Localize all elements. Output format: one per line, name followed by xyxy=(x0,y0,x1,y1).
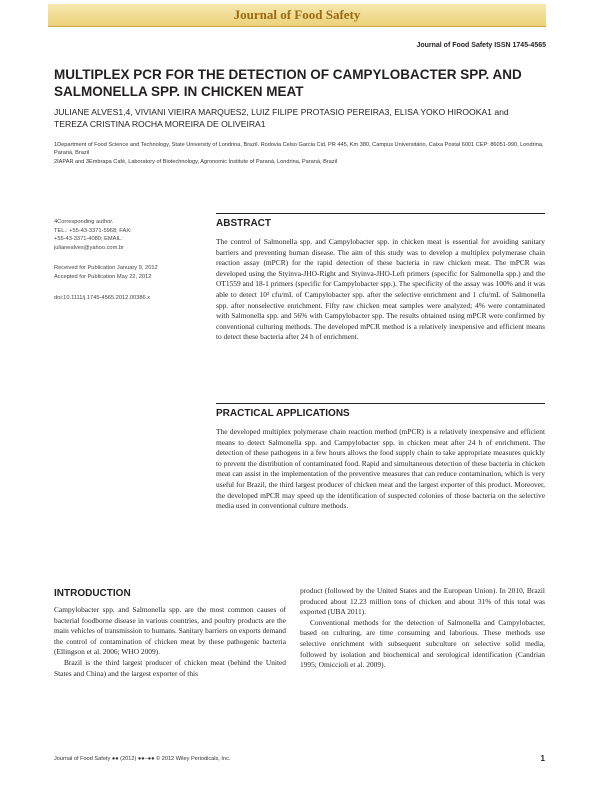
affiliations xyxy=(54,141,544,166)
intro-column-right xyxy=(300,586,545,671)
corresponding-fax: +55-43-3371-4080; EMAIL: xyxy=(54,236,123,243)
intro-paragraph-4: Conventional methods for the detection of Salmonella and Campylobacter, based on culturing, are time consuming and laborious. These methods use selective enrichment with subsequent subculture on selective solid media, followed by isolation and biochemical and serological identification (Candrian 1995; Omiccioli et al. 2009). xyxy=(300,617,545,670)
introduction-heading: INTRODUCTION xyxy=(54,588,131,599)
journal-banner xyxy=(48,4,546,27)
abstract-heading: ABSTRACT xyxy=(216,218,271,229)
intro-paragraph-3: product (followed by the United States and the European Union). In 2010, Brazil produced about 12.23 million tons of chicken and about 31% of this total was exported (UBA 2011). xyxy=(300,586,545,617)
article-info-sidebar xyxy=(54,218,204,302)
abstract-text: The control of Salmonella spp. and Campylobacter spp. in chicken meat is essential for avoiding sanitary barriers and preventing human disease. The aim of this study was to develop a multiplex polymerase chain reaction assay (mPCR) for the rapid detection of these bacteria in raw chicken meat. The mPCR was developed using the Styinva-JHO-Right and Styinva-JHO-Left primers (specific for Salmonella spp.) and the OT1559 and 18-1 primers (specific for Campylobacter spp.). The specificity of the assay was 100% and it was able to detect 10² cfu/mL of Campylobacter spp. after the selective enrichment and 1 cfu/mL of Salmonella spp. after nonselective enrichment. Fifty raw chicken meat samples were analyzed; 4% were contaminated with Salmonella spp. and 56% with Campylobacter spp. The results obtained using mPCR were confirmed by conventional culturing methods. The developed mPCR method is a relatively inexpensive and efficient means to detect these bacteria after 24 h of enrichment. xyxy=(216,237,545,342)
accepted-date: Accepted for Publication May 22, 2012 xyxy=(54,273,152,280)
corresponding-label: 4Corresponding author. xyxy=(54,219,114,225)
journal-banner-title: Journal of Food Safety xyxy=(233,7,361,22)
corresponding-email[interactable]: julianealves@yahoo.com.br xyxy=(54,244,124,251)
practical-section xyxy=(216,408,545,512)
intro-paragraph-1: Campylobacter spp. and Salmonella spp. are the most common causes of bacterial foodborne disease in various countries, and poultry products are the main vehicles of transmission to humans. Sanitary barriers on exports demand the control of contamination of chicken meat by these pathogenic bacteria (Ellingson et al. 2006; WHO 2009). xyxy=(54,605,286,657)
affiliation-1: 1Department of Food Science and Technology, State University of Londrina, Brazil. Rodovia Celso Garcia Cid, PR 445, Km 380, Campus Universitário, Caixa Postal 6001 CEP: 86051-990, Londrina, Paraná, Brazil xyxy=(54,142,544,157)
affiliation-2: 2IAPAR and 3Embrapa Café, Laboratory of Biotechnology, Agronomic Institute of Paraná, Londrina, Paraná, Brazil xyxy=(54,158,338,165)
corresponding-tel: TEL.: +55-43-3371-5968; FAX: xyxy=(54,227,132,234)
intro-paragraph-2: Brazil is the third largest producer of chicken meat (behind the United States and China) and the largest exporter of this xyxy=(54,657,286,678)
practical-text: The developed multiplex polymerase chain reaction method (mPCR) is a relatively inexpensive and efficient means to detect Salmonella spp. and Campylobacter spp. in chicken meat after 24 h of enrichment. The detection of these pathogens in a few hours allows the food supply chain to take appropriate measures quickly to prevent the distribution of contaminated food. Rapid and simultaneous detection of these bacteria in chicken meat can assist in the implementation of the preventive measures that can reduce contamination, which is very useful for Brazil, the third largest producer of chicken meat and the largest exporter of this product. Moreover, the developed mPCR may speed up the identification of suspected colonies of those bacteria on the selective media used in conventional culture methods. xyxy=(216,427,545,511)
article-title: MULTIPLEX PCR FOR THE DETECTION OF CAMPYLOBACTER SPP. AND SALMONELLA SPP. IN CHICKEN MEAT xyxy=(54,67,522,99)
received-date: Received for Publication January 9, 2012 xyxy=(54,265,158,272)
doi[interactable]: doi:10.1111/j.1745-4565.2012.00386.x xyxy=(54,294,151,301)
abstract-section xyxy=(216,218,545,343)
abstract-top-rule xyxy=(216,213,545,214)
page-number: 1 xyxy=(540,754,545,763)
practical-top-rule xyxy=(216,403,545,404)
author-list: JULIANE ALVES1,4, VIVIANI VIEIRA MARQUES2, LUIZ FILIPE PROTASIO PEREIRA3, ELISA YOKO HIROOKA1 and TEREZA CRISTINA ROCHA MOREIRA DE OLIVEIRA1 xyxy=(54,107,509,129)
issn-line: Journal of Food Safety ISSN 1745-4565 xyxy=(416,42,546,49)
practical-heading: PRACTICAL APPLICATIONS xyxy=(216,408,350,419)
footer-citation: Journal of Food Safety ●● (2012) ●●–●● © 2012 Wiley Periodicals, Inc. xyxy=(54,756,231,762)
intro-column-left xyxy=(54,588,286,679)
page-footer xyxy=(54,754,545,766)
